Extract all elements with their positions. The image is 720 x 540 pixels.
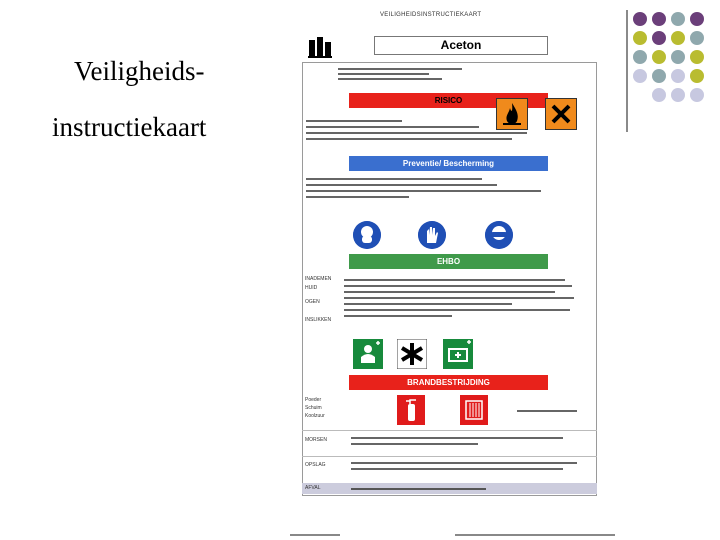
first-aid-code: INADEMEN: [305, 276, 332, 282]
harmful-icon: [545, 98, 577, 130]
text-line: [338, 68, 462, 70]
dot: [633, 69, 647, 83]
brand-logo-icon: [308, 36, 332, 58]
dot: [652, 69, 666, 83]
text-line: [344, 309, 570, 311]
dot: [633, 50, 647, 64]
footer-right-line: [455, 534, 615, 536]
text-line: [306, 132, 527, 134]
description-lines: [338, 66, 468, 90]
fire-label: Koolzuur: [305, 413, 325, 419]
risk-banner: RISICO: [349, 93, 548, 108]
dot: [633, 31, 647, 45]
text-line: [344, 285, 572, 287]
text-line: [344, 315, 452, 317]
first-aid-code: INSLIKKEN: [305, 317, 332, 323]
dot: [652, 31, 666, 45]
text-line: [351, 462, 577, 464]
dot: [633, 12, 647, 26]
first-aid-banner: EHBO: [349, 254, 548, 269]
dot: [690, 88, 704, 102]
dot: [652, 88, 666, 102]
text-line: [344, 291, 555, 293]
text-line: [306, 184, 497, 186]
prevention-lines: [306, 175, 551, 202]
dot: [690, 12, 704, 26]
text-line: [338, 78, 442, 80]
dot: [690, 69, 704, 83]
section-divider: [302, 430, 597, 431]
first-aid-code: HUID: [305, 285, 318, 291]
waste-line: [351, 488, 486, 490]
text-line: [344, 279, 565, 281]
dot: [652, 50, 666, 64]
slide-title-line1: Veiligheids-: [74, 56, 205, 86]
fire-hose-icon: [460, 395, 488, 425]
bottom-label: AFVAL: [305, 485, 321, 491]
bottom-label: OPSLAG: [305, 462, 326, 468]
slide-title-line2: instructiekaart: [52, 112, 207, 142]
fire-extinguisher-icon: [397, 395, 425, 425]
dot: [671, 50, 685, 64]
text-line: [306, 138, 512, 140]
dot: [690, 31, 704, 45]
sheet-header: VEILIGHEIDSINSTRUCTIEKAART: [380, 12, 482, 18]
medical-icon: [397, 339, 427, 369]
text-line: [351, 468, 563, 470]
first-aid-kit-icon: [443, 339, 473, 369]
first-aid-lines: [344, 276, 584, 321]
bottom-label: MORSEN: [305, 437, 327, 443]
first-aid-code: OGEN: [305, 299, 320, 305]
text-line: [351, 443, 478, 445]
spill-lines: [351, 436, 581, 449]
footer-left-line: [290, 534, 340, 536]
text-line: [344, 303, 512, 305]
section-divider: [302, 456, 597, 457]
risk-lines: [306, 117, 546, 144]
text-line: [306, 120, 402, 122]
text-line: [306, 190, 541, 192]
text-line: [306, 126, 479, 128]
fire-label: Poeder: [305, 397, 322, 403]
text-line: [338, 73, 429, 75]
respirator-icon: [353, 221, 381, 249]
dot: [671, 88, 685, 102]
dot: [690, 50, 704, 64]
dot: [671, 31, 685, 45]
firefighting-banner: BRANDBESTRIJDING: [349, 375, 548, 390]
divider-line: [626, 10, 628, 132]
text-line: [306, 178, 482, 180]
text-line: [306, 196, 409, 198]
fire-label: Schuim: [305, 405, 322, 411]
eye-wash-icon: [353, 339, 383, 369]
gloves-icon: [418, 221, 446, 249]
safety-goggles-icon: [485, 221, 513, 249]
prevention-banner: Preventie/ Bescherming: [349, 156, 548, 171]
dot: [671, 12, 685, 26]
dot: [671, 69, 685, 83]
dot: [652, 12, 666, 26]
chemical-name: Aceton: [374, 36, 548, 55]
text-line: [344, 297, 574, 299]
text-line: [351, 437, 563, 439]
storage-lines: [351, 461, 586, 474]
fire-extinguish-line: [517, 410, 577, 412]
